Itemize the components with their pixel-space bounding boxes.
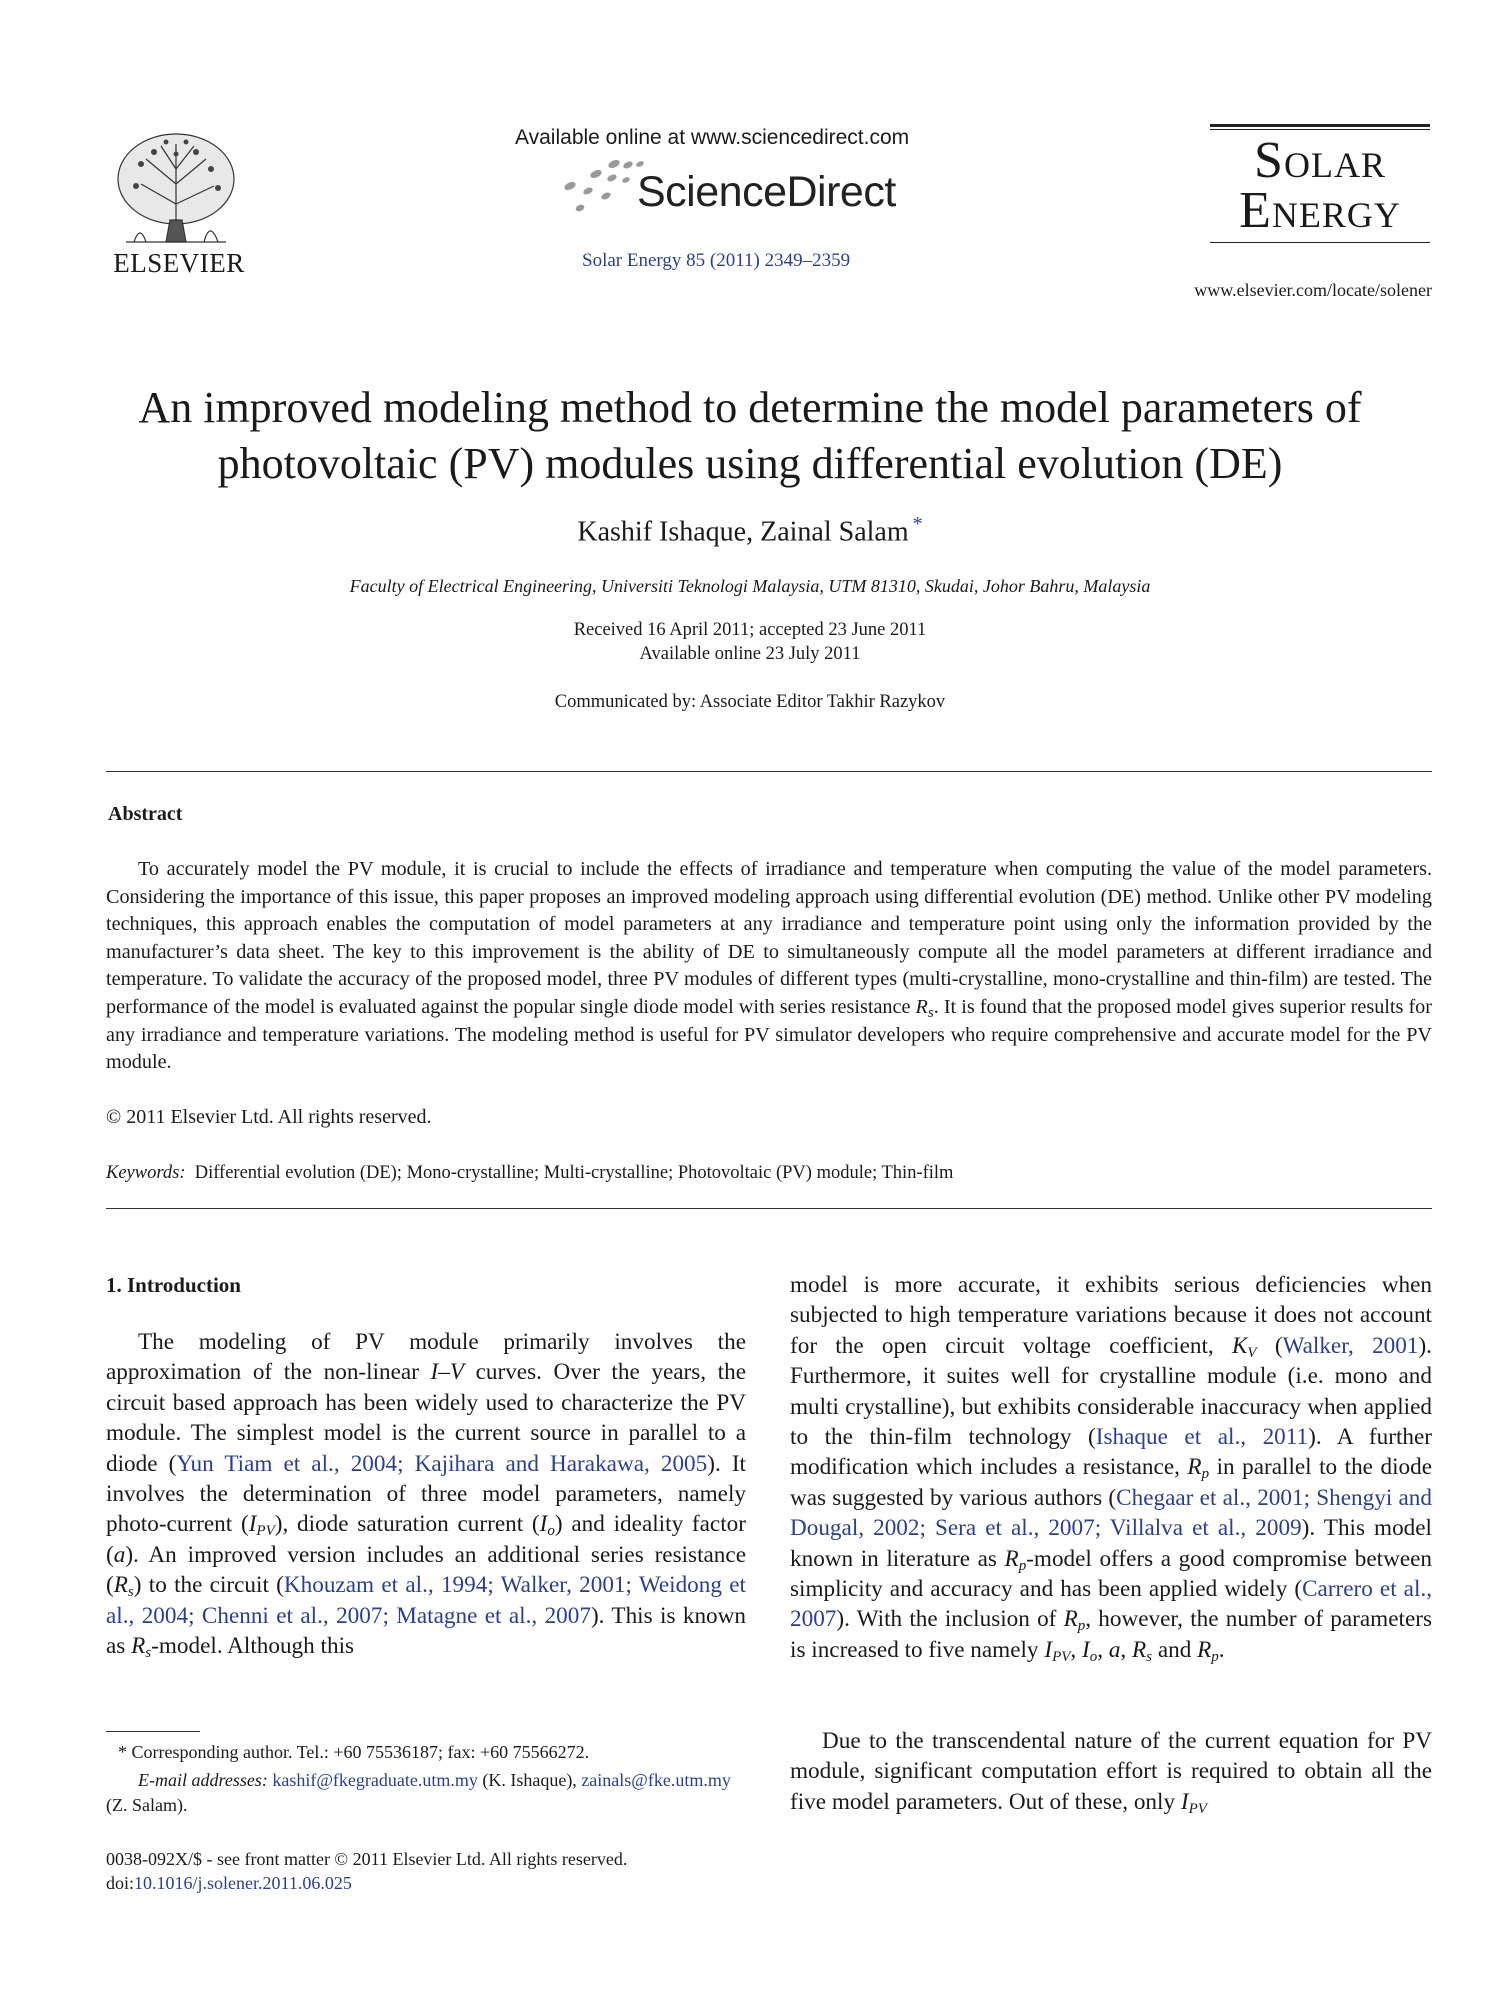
citation-link[interactable]: Walker, 2001	[1282, 1332, 1419, 1359]
text: ). It involves the determination of three model parameters, namely photo-current (	[106, 1450, 746, 1538]
citation-link[interactable]: Chegaar et al., 2001; Shengyi and Dougal, 2002; Sera et al., 2007; Villalva et al., 2009	[790, 1484, 1432, 1542]
front-matter-info	[106, 1847, 627, 1895]
text: , however, the number of parameters is increased to five namely	[790, 1606, 1432, 1663]
abstract-copyright: © 2011 Elsevier Ltd. All rights reserved.	[106, 1106, 432, 1128]
email-link-salam[interactable]: zainals@fke.utm.my	[581, 1770, 731, 1790]
text: -model. Although this	[151, 1633, 355, 1660]
issn-line: 0038-092X/$ - see front matter © 2011 Elsevier Ltd. All rights reserved.	[106, 1849, 628, 1869]
symbol-sub-pv: PV	[256, 1523, 275, 1540]
journal-title-rule	[1210, 124, 1430, 127]
communicated-by: Communicated by: Associate Editor Takhir Razykov	[554, 692, 946, 712]
symbol-sub-o: o	[1089, 1648, 1098, 1665]
abstract-text-part-a: To accurately model the PV module, it is crucial to include the effects of irradiance and temperature when computing the value of the model parameters. Considering the importance of this issue, this paper proposes an improved modeling approach using differential evolution (DE) method. Unlike other PV modeling techniques, this approach enables the computation of model parameters at any irradiance and temperature point using only the information provided by the manufacturer’s data sheet. The key to this improvement is the ability of DE to simultaneously compute all the model parameters at different irradiance and temperature. To validate the accuracy of the proposed model, three PV modules of different types (multi-crystalline, mono-crystalline and thin-film) are tested. The performance of the model is evaluated against the popular single diode model with series resistance	[106, 858, 1432, 1018]
symbol-sub-s: s	[127, 1584, 134, 1601]
doi-link[interactable]: 10.1016/j.solener.2011.06.025	[134, 1873, 352, 1893]
symbol-sub-p: p	[1211, 1648, 1219, 1665]
keywords-label: Keywords:	[106, 1163, 186, 1183]
symbol-a: a	[113, 1541, 126, 1568]
symbol-sub-pv: PV	[1188, 1800, 1207, 1817]
footnote-rule	[106, 1731, 200, 1732]
citation-link[interactable]: Yun Tiam et al., 2004; Kajihara and Harakawa, 2005	[176, 1450, 708, 1477]
symbol-a: a	[1108, 1636, 1121, 1663]
abstract-bottom-rule	[106, 1208, 1432, 1209]
text: (Z. Salam).	[106, 1795, 188, 1815]
text: ). An improved version includes an additional series resistance (	[106, 1541, 746, 1599]
intro-paragraph-1-continued: model is more accurate, it exhibits serious deficiencies when subjected to high temperature variations because it does not account for the open circuit voltage coefficient, $K_V$ (Walker, 2001). Furthermore, it suites well for crystalline module (i.e. mono and multi crystalline), but exhibits considerable inaccuracy when applied to the thin-film technology (Ishaque et al., 2011). A further modification which includes a resistance, $R_p$ in parallel to the diode was suggested by various authors (Chegaar et al., 2001; Shengyi and Dougal, 2002; Sera et al., 2007; Villalva et al., 2009). This model known in literature as $R_p$-model offers a good compromise between simplicity and accuracy and has been applied widely (Carrero et al., 2007). With the inclusion of $R_p$, however, the number of parameters is increased to five namely $I_{PV}$, $I_o$, a, $R_s$ and $R_p$.	[790, 1272, 1433, 1665]
journal-title-line1: Solar	[1254, 132, 1386, 189]
intro-paragraph-2	[790, 1726, 1432, 1817]
available-online-text[interactable]: Available online at www.sciencedirect.com	[515, 126, 910, 149]
publisher-name: ELSEVIER	[113, 248, 245, 278]
journal-title-rule	[1210, 129, 1430, 130]
journal-title-line2: Energy	[1239, 182, 1401, 239]
journal-url-link[interactable]: www.elsevier.com/locate/solener	[1194, 280, 1432, 300]
keywords-list: Differential evolution (DE); Mono-crystalline; Multi-crystalline; Photovoltaic (PV) module; Thin-film	[194, 1163, 954, 1183]
symbol-i: I	[1180, 1788, 1189, 1815]
text: -model offers a good compromise between simplicity and accuracy and has been applied widely (	[790, 1545, 1433, 1603]
text: ). With the inclusion of	[836, 1606, 1064, 1633]
sciencedirect-logo-text: ScienceDirect	[637, 168, 896, 216]
symbol-sub-pv: PV	[1052, 1648, 1071, 1665]
abstract-heading: Abstract	[108, 803, 183, 825]
received-accepted-date: Received 16 April 2011; accepted 23 June 2011	[573, 620, 927, 640]
sciencedirect-dots-icon	[556, 158, 646, 218]
email-link-ishaque[interactable]: kashif@fkegraduate.utm.my	[272, 1770, 478, 1790]
text: ). A further modification which includes a resistance,	[790, 1424, 1433, 1481]
doi-line	[106, 1871, 627, 1895]
symbol-r: R	[915, 995, 928, 1018]
email-footnote	[106, 1768, 746, 1818]
journal-title-rule	[1210, 242, 1430, 243]
symbol-sub-s: s	[145, 1645, 152, 1662]
symbol-r: R	[1063, 1606, 1078, 1633]
symbol-sub-v: V	[1247, 1344, 1257, 1361]
abstract-text	[106, 856, 1432, 1077]
symbol-r: R	[1132, 1636, 1147, 1663]
corresponding-author-footnote: * Corresponding author. Tel.: +60 75536187; fax: +60 75566272.	[118, 1742, 590, 1762]
text: ) and ideality factor (	[106, 1511, 746, 1568]
text: ). Furthermore, it suites well for crystalline module (i.e. mono and multi crystalline), but exhibits considerable inaccuracy when applied to the thin-film technology (	[790, 1332, 1432, 1451]
text: in parallel to the diode was suggested by various authors (	[790, 1454, 1432, 1511]
symbol-i: I	[248, 1511, 257, 1538]
section-heading-introduction: 1. Introduction	[106, 1273, 241, 1297]
abstract-text-part-b: . It is found that the proposed model gives superior results for any irradiance and temperature variations. The modeling method is useful for PV simulator developers who require comprehensive and accurate model for the PV module.	[106, 995, 1432, 1074]
text: ). This is known as	[106, 1602, 746, 1660]
paper-title: An improved modeling method to determine the model parameters of photovoltaic (PV) modules using differential evolution (DE)	[138, 383, 1362, 488]
email-label: E-mail addresses:	[138, 1770, 268, 1790]
journal-title	[1206, 132, 1434, 239]
paper-authors	[100, 513, 1400, 548]
intro-paragraph-1	[106, 1327, 746, 1661]
symbol-sub-s: s	[1146, 1648, 1153, 1665]
symbol-sub-p: p	[1201, 1466, 1210, 1483]
text: I–V	[430, 1359, 464, 1386]
author-names: Kashif Ishaque, Zainal Salam	[577, 516, 909, 548]
corresponding-author-mark[interactable]: *	[912, 513, 923, 535]
symbol-sub-p: p	[1018, 1557, 1027, 1574]
text: curves. Over the years, the circuit based approach has been widely used to characterize the PV module. The simplest model is the current source in parallel to a diode (	[106, 1359, 746, 1477]
symbol-sub-o: o	[547, 1523, 555, 1540]
text: ), diode saturation current (	[274, 1511, 540, 1538]
journal-reference-link[interactable]: Solar Energy 85 (2011) 2349–2359	[582, 250, 851, 271]
symbol-i: I	[539, 1511, 548, 1538]
text: ) to the circuit (	[133, 1572, 284, 1599]
text: Due to the transcendental nature of the current equation for PV module, significant computation effort is required to obtain all the five model parameters. Out of these, only	[790, 1728, 1432, 1815]
keywords	[106, 1163, 953, 1184]
symbol-i: I	[1044, 1636, 1053, 1663]
text: and	[1152, 1636, 1198, 1663]
symbol-r: R	[1187, 1454, 1202, 1481]
doi-label: doi:	[106, 1873, 135, 1893]
symbol-sub-s: s	[927, 1004, 934, 1021]
citation-link[interactable]: Carrero et al., 2007	[790, 1576, 1432, 1633]
text: model is more accurate, it exhibits serious deficiencies when subjected to high temperature variations because it does not account for the open circuit voltage coefficient,	[790, 1272, 1432, 1359]
symbol-r: R	[131, 1633, 146, 1660]
symbol-sub-p: p	[1077, 1618, 1086, 1635]
citation-link[interactable]: Ishaque et al., 2011	[1095, 1424, 1309, 1451]
symbol-r: R	[113, 1572, 128, 1599]
abstract-top-rule	[106, 771, 1432, 772]
citation-link[interactable]: Khouzam et al., 1994; Walker, 2001; Weidong et al., 2004; Chenni et al., 2007; Matagne et al., 2007	[106, 1572, 746, 1629]
text: ). This model known in literature as	[790, 1515, 1433, 1572]
symbol-i: I	[1081, 1636, 1090, 1663]
symbol-r: R	[1004, 1545, 1019, 1572]
author-affiliation: Faculty of Electrical Engineering, Universiti Teknologi Malaysia, UTM 81310, Skudai, Johor Bahru, Malaysia	[349, 576, 1151, 596]
symbol-r: R	[1197, 1636, 1212, 1663]
text: The modeling of PV module primarily involves the approximation of the non-linear	[106, 1329, 746, 1386]
text: (K. Ishaque),	[477, 1770, 582, 1790]
symbol-k: K	[1231, 1332, 1248, 1359]
received-dates	[100, 618, 1400, 666]
available-online-date: Available online 23 July 2011	[639, 644, 861, 664]
